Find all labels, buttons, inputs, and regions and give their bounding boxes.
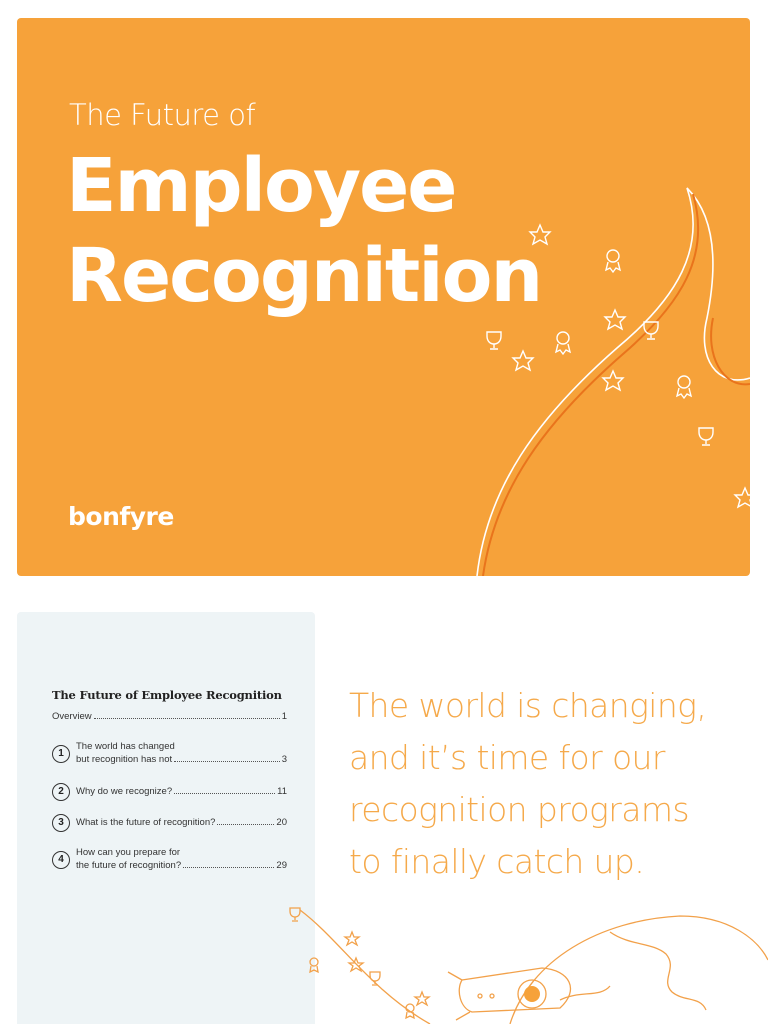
toc-entry-label: Overview: [52, 711, 92, 722]
toc-entry-label: but recognition has not: [76, 754, 173, 765]
toc-item-3[interactable]: [52, 813, 287, 833]
chapter-number-badge: 4: [52, 851, 70, 869]
star-icon: [513, 351, 533, 370]
toc-page-number: 1: [281, 711, 287, 722]
medal-icon: [677, 376, 691, 398]
trophy-icon: [644, 322, 658, 339]
cover-kicker: The Future of: [69, 98, 256, 132]
toc-item-2[interactable]: [52, 782, 287, 802]
toc-overview[interactable]: [52, 710, 287, 723]
toc-entry-label: How can you prepare for: [76, 847, 181, 858]
trophy-icon: [699, 428, 713, 445]
toc-entry-label: Why do we recognize?: [76, 786, 173, 797]
star-icon: [603, 371, 623, 390]
intro-pullquote: [349, 680, 749, 888]
toc-title: The Future of Employee Recognition: [52, 688, 282, 702]
toc-item-1[interactable]: [52, 740, 287, 768]
toc-page-number: 20: [276, 817, 287, 828]
toc-page-number: 11: [277, 786, 287, 797]
cover-headline: [66, 141, 541, 321]
table-of-contents: [17, 612, 315, 1024]
toc-entry-label: The world has changed: [76, 741, 175, 752]
headline-line: Recognition: [66, 233, 542, 319]
star-icon: [415, 992, 429, 1005]
trophy-icon: [290, 908, 300, 921]
star-icon: [735, 488, 750, 507]
cover-panel: [17, 18, 750, 576]
star-icon: [605, 310, 625, 329]
toc-page-number: 3: [281, 754, 287, 765]
toc-page-number: 29: [276, 860, 287, 871]
chapter-number-badge: 2: [52, 783, 70, 801]
toc-entry-label: What is the future of recognition?: [76, 817, 216, 828]
chapter-number-badge: 1: [52, 745, 70, 763]
dotted-leader: [217, 823, 274, 825]
dotted-leader: [183, 866, 274, 868]
rocket-icon: [448, 968, 570, 1020]
star-icon: [345, 932, 359, 945]
decorative-rocket-planet-illustration: [280, 880, 768, 1024]
toc-entry-label: the future of recognition?: [76, 860, 182, 871]
medal-icon: [310, 958, 318, 972]
trophy-icon: [487, 332, 501, 349]
dotted-leader: [174, 760, 280, 762]
medal-icon: [606, 250, 620, 272]
dotted-leader: [174, 792, 275, 794]
pullquote-line: to finally catch up.: [349, 842, 645, 881]
dotted-leader: [94, 717, 280, 719]
headline-line: Employee: [66, 143, 456, 229]
toc-item-4[interactable]: [52, 846, 287, 874]
chapter-number-badge: 3: [52, 814, 70, 832]
pullquote-line: recognition programs: [349, 790, 689, 829]
bonfyre-logo: bonfyre: [68, 502, 174, 531]
medal-icon: [556, 332, 570, 354]
pullquote-line: and it’s time for our: [349, 738, 665, 777]
pullquote-line: The world is changing,: [349, 686, 707, 725]
